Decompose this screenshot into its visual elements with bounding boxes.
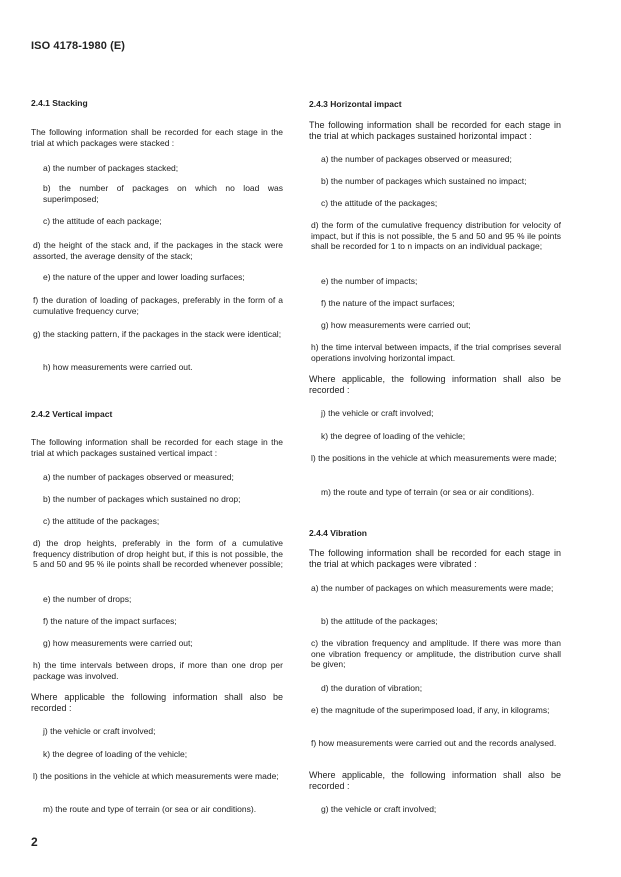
list-item: k) the degree of loading of the vehicle;	[321, 431, 466, 441]
section-heading-stacking: 2.4.1 Stacking	[31, 98, 88, 108]
list-item: h) the time interval between impacts, if the trial comprises several operations involving horizontal impact.	[311, 342, 561, 363]
list-item: f) the nature of the impact surfaces;	[321, 298, 455, 308]
list-item: j) the vehicle or craft involved;	[43, 726, 156, 736]
list-item: d) the duration of vibration;	[321, 683, 423, 693]
list-item: f) the nature of the impact surfaces;	[43, 616, 177, 626]
list-item: e) the number of drops;	[43, 594, 132, 604]
list-item: a) the number of packages stacked;	[43, 163, 179, 173]
list-item: c) the attitude of each package;	[43, 216, 162, 226]
list-item: c) the vibration frequency and amplitude. If there was more than one vibration frequency or amplitude, the distribution curve shall be given;	[311, 638, 561, 669]
page-header: ISO 4178-1980 (E)	[31, 40, 126, 52]
page-number: 2	[31, 835, 38, 849]
list-item: g) how measurements were carried out;	[321, 320, 471, 330]
section-heading-vibration: 2.4.4 Vibration	[309, 528, 367, 538]
list-item: b) the number of packages which sustained no impact;	[321, 176, 527, 186]
list-item: l) the positions in the vehicle at which measurements were made;	[33, 771, 279, 781]
list-item: a) the number of packages observed or measured;	[321, 154, 512, 164]
list-item: g) the stacking pattern, if the packages in the stack were identical;	[33, 329, 282, 339]
list-item: m) the route and type of terrain (or sea or air conditions).	[321, 487, 535, 497]
section-intro: The following information shall be recorded for each stage in the trial at which packages were stacked :	[31, 127, 283, 148]
list-item: m) the route and type of terrain (or sea or air conditions).	[43, 804, 257, 814]
list-item: f) the duration of loading of packages, preferably in the form of a cumulative frequency curve;	[33, 295, 283, 316]
list-item: e) the number of impacts;	[321, 276, 418, 286]
list-item: h) how measurements were carried out.	[43, 362, 193, 372]
list-item: l) the positions in the vehicle at which measurements were made;	[311, 453, 557, 463]
section-intro: The following information shall be recorded for each stage in the trial at which packages were vibrated :	[309, 548, 561, 569]
also-recorded-note: Where applicable, the following information shall also be recorded :	[309, 770, 561, 791]
list-item: a) the number of packages observed or measured;	[43, 472, 234, 482]
list-item: j) the vehicle or craft involved;	[321, 408, 434, 418]
list-item: g) the vehicle or craft involved;	[321, 804, 437, 814]
list-item: e) the nature of the upper and lower loading surfaces;	[43, 272, 245, 282]
also-recorded-note: Where applicable the following information shall also be recorded :	[31, 692, 283, 713]
list-item: b) the number of packages on which no load was superimposed;	[43, 183, 283, 204]
list-item: e) the magnitude of the superimposed load, if any, in kilograms;	[311, 705, 550, 715]
list-item: h) the time intervals between drops, if more than one drop per package was involved.	[33, 660, 283, 681]
section-intro: The following information shall be recorded for each stage in the trial at which packages sustained horizontal impact :	[309, 120, 561, 141]
list-item: d) the height of the stack and, if the packages in the stack were assorted, the average density of the stack;	[33, 240, 283, 261]
list-item: a) the number of packages on which measurements were made;	[311, 583, 554, 593]
section-heading-vertical-impact: 2.4.2 Vertical impact	[31, 409, 113, 419]
list-item: k) the degree of loading of the vehicle;	[43, 749, 188, 759]
section-intro: The following information shall be recorded for each stage in the trial at which packages sustained vertical impact :	[31, 437, 283, 458]
list-item: b) the number of packages which sustained no drop;	[43, 494, 241, 504]
list-item: c) the attitude of the packages;	[43, 516, 160, 526]
list-item: g) how measurements were carried out;	[43, 638, 193, 648]
section-heading-horizontal-impact: 2.4.3 Horizontal impact	[309, 99, 402, 109]
list-item: d) the drop heights, preferably in the form of a cumulative frequency distribution of drop height but, if this is not possible, the 5 and 50 and 95 % ile points shall be recorded whenever possible;	[33, 538, 283, 569]
also-recorded-note: Where applicable, the following information shall also be recorded :	[309, 374, 561, 395]
list-item: d) the form of the cumulative frequency distribution for velocity of impact, but if this is not possible, the 5 and 50 and 95 % ile points shall be recorded for 1 to n impacts on an individual package;	[311, 220, 561, 251]
list-item: f) how measurements were carried out and the records analysed.	[311, 738, 557, 748]
list-item: c) the attitude of the packages;	[321, 198, 438, 208]
list-item: b) the attitude of the packages;	[321, 616, 438, 626]
